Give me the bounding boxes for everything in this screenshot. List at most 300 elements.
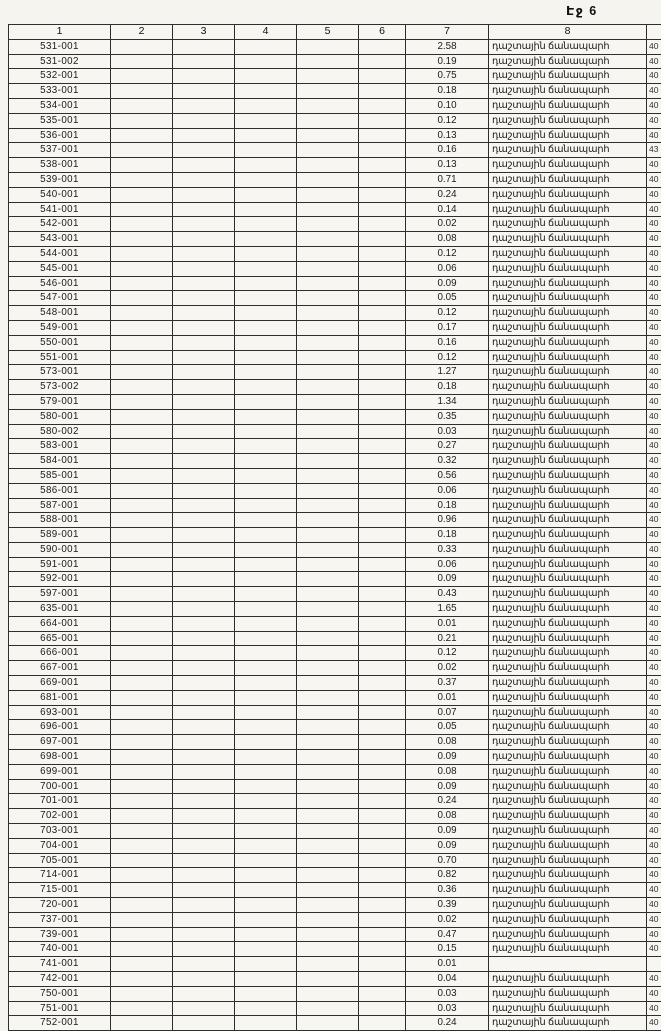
empty-cell — [111, 410, 173, 425]
empty-cell — [297, 351, 359, 366]
empty-cell — [359, 691, 406, 706]
name-cell: դաշտային ճանապարհ — [489, 780, 647, 795]
table-row — [9, 203, 661, 218]
table-row — [9, 735, 661, 750]
name-cell: դաշտային ճանապարհ — [489, 854, 647, 869]
empty-cell — [173, 143, 235, 158]
empty-cell — [297, 942, 359, 957]
frag-cell: 40 — [647, 528, 661, 543]
frag-cell: 40 — [647, 750, 661, 765]
empty-cell — [111, 99, 173, 114]
table-row — [9, 883, 661, 898]
empty-cell — [359, 809, 406, 824]
value-cell: 0.12 — [406, 351, 489, 366]
data-table — [8, 24, 661, 1031]
empty-cell — [359, 824, 406, 839]
empty-cell — [173, 40, 235, 55]
empty-cell — [111, 380, 173, 395]
name-cell: դաշտային ճանապարհ — [489, 99, 647, 114]
empty-cell — [235, 410, 297, 425]
table-row — [9, 114, 661, 129]
code-cell: 715-001 — [9, 883, 111, 898]
empty-cell — [297, 661, 359, 676]
empty-cell — [111, 868, 173, 883]
empty-cell — [173, 129, 235, 144]
value-cell: 0.37 — [406, 676, 489, 691]
empty-cell — [297, 410, 359, 425]
frag-cell: 40 — [647, 617, 661, 632]
empty-cell — [297, 321, 359, 336]
table-row — [9, 173, 661, 188]
empty-cell — [297, 780, 359, 795]
empty-cell — [111, 720, 173, 735]
table-row — [9, 632, 661, 647]
empty-cell — [173, 528, 235, 543]
empty-cell — [297, 957, 359, 972]
empty-cell — [111, 188, 173, 203]
value-cell: 0.09 — [406, 750, 489, 765]
table-row — [9, 942, 661, 957]
empty-cell — [297, 972, 359, 987]
frag-cell: 40 — [647, 706, 661, 721]
empty-cell — [359, 513, 406, 528]
frag-cell: 40 — [647, 942, 661, 957]
empty-cell — [235, 854, 297, 869]
empty-cell — [235, 691, 297, 706]
table-row — [9, 395, 661, 410]
empty-cell — [235, 1016, 297, 1031]
empty-cell — [173, 69, 235, 84]
value-cell: 0.17 — [406, 321, 489, 336]
column-header — [647, 25, 661, 40]
table-row — [9, 217, 661, 232]
empty-cell — [111, 454, 173, 469]
empty-cell — [359, 380, 406, 395]
empty-cell — [359, 499, 406, 514]
name-cell: դաշտային ճանապարհ — [489, 942, 647, 957]
value-cell: 0.18 — [406, 84, 489, 99]
frag-cell: 40 — [647, 158, 661, 173]
code-cell: 700-001 — [9, 780, 111, 795]
empty-cell — [235, 839, 297, 854]
table-row — [9, 410, 661, 425]
table-row — [9, 262, 661, 277]
empty-cell — [173, 942, 235, 957]
empty-cell — [359, 572, 406, 587]
name-cell: դաշտային ճանապարհ — [489, 809, 647, 824]
empty-cell — [359, 868, 406, 883]
value-cell: 0.01 — [406, 691, 489, 706]
empty-cell — [359, 173, 406, 188]
empty-cell — [173, 425, 235, 440]
value-cell: 0.08 — [406, 735, 489, 750]
code-cell: 669-001 — [9, 676, 111, 691]
table-row — [9, 898, 661, 913]
value-cell: 0.01 — [406, 617, 489, 632]
table-row — [9, 306, 661, 321]
name-cell: դաշտային ճանապարհ — [489, 247, 647, 262]
empty-cell — [359, 454, 406, 469]
table-row — [9, 454, 661, 469]
value-cell: 0.24 — [406, 188, 489, 203]
name-cell: դաշտային ճանապարհ — [489, 528, 647, 543]
frag-cell: 40 — [647, 380, 661, 395]
value-cell: 0.03 — [406, 425, 489, 440]
empty-cell — [235, 883, 297, 898]
value-cell: 1.65 — [406, 602, 489, 617]
code-cell: 696-001 — [9, 720, 111, 735]
empty-cell — [111, 484, 173, 499]
empty-cell — [111, 336, 173, 351]
empty-cell — [359, 351, 406, 366]
empty-cell — [359, 247, 406, 262]
empty-cell — [359, 232, 406, 247]
name-cell: դաշտային ճանապարհ — [489, 69, 647, 84]
empty-cell — [111, 277, 173, 292]
empty-cell — [235, 898, 297, 913]
table-row — [9, 143, 661, 158]
code-cell: 546-001 — [9, 277, 111, 292]
table-row — [9, 676, 661, 691]
empty-cell — [297, 765, 359, 780]
empty-cell — [235, 750, 297, 765]
empty-cell — [297, 247, 359, 262]
empty-cell — [173, 617, 235, 632]
empty-cell — [173, 1002, 235, 1017]
name-cell: դաշտային ճանապարհ — [489, 898, 647, 913]
empty-cell — [297, 735, 359, 750]
table-row — [9, 839, 661, 854]
empty-cell — [359, 143, 406, 158]
empty-cell — [173, 928, 235, 943]
empty-cell — [111, 351, 173, 366]
code-cell: 589-001 — [9, 528, 111, 543]
empty-cell — [173, 602, 235, 617]
name-cell: դաշտային ճանապարհ — [489, 883, 647, 898]
empty-cell — [359, 291, 406, 306]
code-cell: 698-001 — [9, 750, 111, 765]
empty-cell — [235, 868, 297, 883]
empty-cell — [297, 439, 359, 454]
code-cell: 592-001 — [9, 572, 111, 587]
frag-cell: 40 — [647, 735, 661, 750]
name-cell: դաշտային ճանապարհ — [489, 380, 647, 395]
empty-cell — [235, 321, 297, 336]
code-cell: 547-001 — [9, 291, 111, 306]
empty-cell — [235, 987, 297, 1002]
code-cell: 588-001 — [9, 513, 111, 528]
empty-cell — [111, 691, 173, 706]
code-cell: 583-001 — [9, 439, 111, 454]
table-row — [9, 484, 661, 499]
table-row — [9, 691, 661, 706]
empty-cell — [297, 158, 359, 173]
empty-cell — [359, 425, 406, 440]
value-cell: 0.13 — [406, 129, 489, 144]
frag-cell: 40 — [647, 587, 661, 602]
empty-cell — [359, 972, 406, 987]
empty-cell — [173, 469, 235, 484]
empty-cell — [235, 528, 297, 543]
frag-cell: 40 — [647, 513, 661, 528]
empty-cell — [235, 676, 297, 691]
empty-cell — [173, 720, 235, 735]
empty-cell — [297, 499, 359, 514]
empty-cell — [235, 173, 297, 188]
frag-cell: 40 — [647, 365, 661, 380]
frag-cell: 40 — [647, 188, 661, 203]
empty-cell — [173, 780, 235, 795]
table-row — [9, 617, 661, 632]
name-cell: դաշտային ճանապարհ — [489, 291, 647, 306]
empty-cell — [297, 143, 359, 158]
frag-cell: 40 — [647, 632, 661, 647]
table-row — [9, 957, 661, 972]
empty-cell — [359, 40, 406, 55]
empty-cell — [173, 572, 235, 587]
table-row — [9, 1002, 661, 1017]
value-cell: 0.32 — [406, 454, 489, 469]
empty-cell — [359, 987, 406, 1002]
table-row — [9, 277, 661, 292]
column-header: 5 — [297, 25, 359, 40]
frag-cell: 40 — [647, 854, 661, 869]
empty-cell — [235, 646, 297, 661]
code-cell: 532-001 — [9, 69, 111, 84]
name-cell — [489, 957, 647, 972]
frag-cell: 40 — [647, 558, 661, 573]
empty-cell — [235, 1002, 297, 1017]
frag-cell: 40 — [647, 794, 661, 809]
table-row — [9, 84, 661, 99]
value-cell: 0.03 — [406, 1002, 489, 1017]
value-cell: 0.56 — [406, 469, 489, 484]
empty-cell — [173, 913, 235, 928]
value-cell: 0.09 — [406, 824, 489, 839]
empty-cell — [297, 794, 359, 809]
name-cell: դաշտային ճանապարհ — [489, 484, 647, 499]
empty-cell — [297, 898, 359, 913]
empty-cell — [359, 780, 406, 795]
empty-cell — [235, 232, 297, 247]
value-cell: 0.21 — [406, 632, 489, 647]
value-cell: 0.06 — [406, 262, 489, 277]
name-cell: դաշտային ճանապարհ — [489, 587, 647, 602]
table-row — [9, 794, 661, 809]
empty-cell — [235, 439, 297, 454]
empty-cell — [297, 913, 359, 928]
empty-cell — [173, 898, 235, 913]
empty-cell — [111, 809, 173, 824]
empty-cell — [173, 558, 235, 573]
code-cell: 544-001 — [9, 247, 111, 262]
empty-cell — [359, 617, 406, 632]
empty-cell — [173, 306, 235, 321]
empty-cell — [173, 395, 235, 410]
value-cell: 0.24 — [406, 1016, 489, 1031]
empty-cell — [297, 839, 359, 854]
name-cell: դաշտային ճանապարհ — [489, 735, 647, 750]
empty-cell — [173, 262, 235, 277]
table-row — [9, 247, 661, 262]
empty-cell — [173, 735, 235, 750]
empty-cell — [359, 528, 406, 543]
table-row — [9, 528, 661, 543]
empty-cell — [173, 883, 235, 898]
empty-cell — [297, 617, 359, 632]
frag-cell: 40 — [647, 55, 661, 70]
empty-cell — [297, 114, 359, 129]
empty-cell — [235, 99, 297, 114]
code-cell: 597-001 — [9, 587, 111, 602]
code-cell: 542-001 — [9, 217, 111, 232]
name-cell: դաշտային ճանապարհ — [489, 558, 647, 573]
value-cell: 0.09 — [406, 277, 489, 292]
empty-cell — [173, 765, 235, 780]
empty-cell — [111, 306, 173, 321]
name-cell: դաշտային ճանապարհ — [489, 321, 647, 336]
frag-cell: 40 — [647, 809, 661, 824]
table-row — [9, 1016, 661, 1031]
name-cell: դաշտային ճանապարհ — [489, 572, 647, 587]
empty-cell — [111, 883, 173, 898]
code-cell: 545-001 — [9, 262, 111, 277]
empty-cell — [111, 676, 173, 691]
code-cell: 704-001 — [9, 839, 111, 854]
empty-cell — [173, 55, 235, 70]
frag-cell: 40 — [647, 129, 661, 144]
value-cell: 0.02 — [406, 661, 489, 676]
empty-cell — [111, 203, 173, 218]
frag-cell: 40 — [647, 469, 661, 484]
frag-cell: 40 — [647, 277, 661, 292]
frag-cell: 40 — [647, 1002, 661, 1017]
code-cell: 531-001 — [9, 40, 111, 55]
empty-cell — [235, 40, 297, 55]
empty-cell — [173, 646, 235, 661]
empty-cell — [111, 898, 173, 913]
code-cell: 535-001 — [9, 114, 111, 129]
empty-cell — [111, 735, 173, 750]
empty-cell — [111, 913, 173, 928]
empty-cell — [359, 543, 406, 558]
table-row — [9, 439, 661, 454]
empty-cell — [297, 676, 359, 691]
empty-cell — [111, 84, 173, 99]
empty-cell — [173, 750, 235, 765]
table-row — [9, 972, 661, 987]
value-cell: 0.96 — [406, 513, 489, 528]
frag-cell: 40 — [647, 425, 661, 440]
name-cell: դաշտային ճանապարհ — [489, 217, 647, 232]
empty-cell — [173, 706, 235, 721]
empty-cell — [359, 928, 406, 943]
table-row — [9, 809, 661, 824]
code-cell: 579-001 — [9, 395, 111, 410]
frag-cell: 40 — [647, 765, 661, 780]
empty-cell — [173, 277, 235, 292]
empty-cell — [297, 691, 359, 706]
empty-cell — [173, 809, 235, 824]
frag-cell: 40 — [647, 1016, 661, 1031]
name-cell: դաշտային ճանապարհ — [489, 203, 647, 218]
empty-cell — [235, 942, 297, 957]
value-cell: 0.43 — [406, 587, 489, 602]
empty-cell — [297, 572, 359, 587]
empty-cell — [235, 55, 297, 70]
empty-cell — [297, 336, 359, 351]
empty-cell — [173, 454, 235, 469]
empty-cell — [173, 321, 235, 336]
name-cell: դաշտային ճանապարհ — [489, 277, 647, 292]
name-cell: դաշտային ճանապարհ — [489, 158, 647, 173]
empty-cell — [173, 410, 235, 425]
value-cell: 0.35 — [406, 410, 489, 425]
empty-cell — [297, 84, 359, 99]
empty-cell — [111, 247, 173, 262]
empty-cell — [173, 84, 235, 99]
value-cell: 0.12 — [406, 646, 489, 661]
name-cell: դաշտային ճանապարհ — [489, 691, 647, 706]
empty-cell — [111, 661, 173, 676]
empty-cell — [173, 188, 235, 203]
empty-cell — [297, 277, 359, 292]
frag-cell: 40 — [647, 484, 661, 499]
empty-cell — [235, 454, 297, 469]
frag-cell: 40 — [647, 291, 661, 306]
empty-cell — [111, 291, 173, 306]
name-cell: դաշտային ճանապարհ — [489, 646, 647, 661]
empty-cell — [173, 336, 235, 351]
empty-cell — [173, 676, 235, 691]
code-cell: 573-002 — [9, 380, 111, 395]
value-cell: 0.12 — [406, 247, 489, 262]
empty-cell — [359, 188, 406, 203]
name-cell: դաշտային ճանապարհ — [489, 173, 647, 188]
value-cell: 0.16 — [406, 336, 489, 351]
empty-cell — [173, 158, 235, 173]
empty-cell — [173, 291, 235, 306]
frag-cell: 40 — [647, 410, 661, 425]
empty-cell — [111, 646, 173, 661]
name-cell: դաշտային ճանապարհ — [489, 188, 647, 203]
empty-cell — [297, 129, 359, 144]
value-cell: 0.18 — [406, 499, 489, 514]
empty-cell — [111, 617, 173, 632]
value-cell: 0.09 — [406, 839, 489, 854]
empty-cell — [235, 395, 297, 410]
name-cell: դաշտային ճանապարհ — [489, 720, 647, 735]
empty-cell — [297, 632, 359, 647]
empty-cell — [297, 425, 359, 440]
frag-cell: 40 — [647, 868, 661, 883]
name-cell: դաշտային ճանապարհ — [489, 143, 647, 158]
table-row — [9, 987, 661, 1002]
frag-cell: 40 — [647, 336, 661, 351]
value-cell: 0.16 — [406, 143, 489, 158]
table-row — [9, 765, 661, 780]
empty-cell — [235, 217, 297, 232]
empty-cell — [111, 173, 173, 188]
value-cell: 0.33 — [406, 543, 489, 558]
empty-cell — [111, 528, 173, 543]
code-cell: 681-001 — [9, 691, 111, 706]
column-header: 3 — [173, 25, 235, 40]
name-cell: դաշտային ճանապարհ — [489, 632, 647, 647]
code-cell: 741-001 — [9, 957, 111, 972]
code-cell: 580-001 — [9, 410, 111, 425]
code-cell: 580-002 — [9, 425, 111, 440]
